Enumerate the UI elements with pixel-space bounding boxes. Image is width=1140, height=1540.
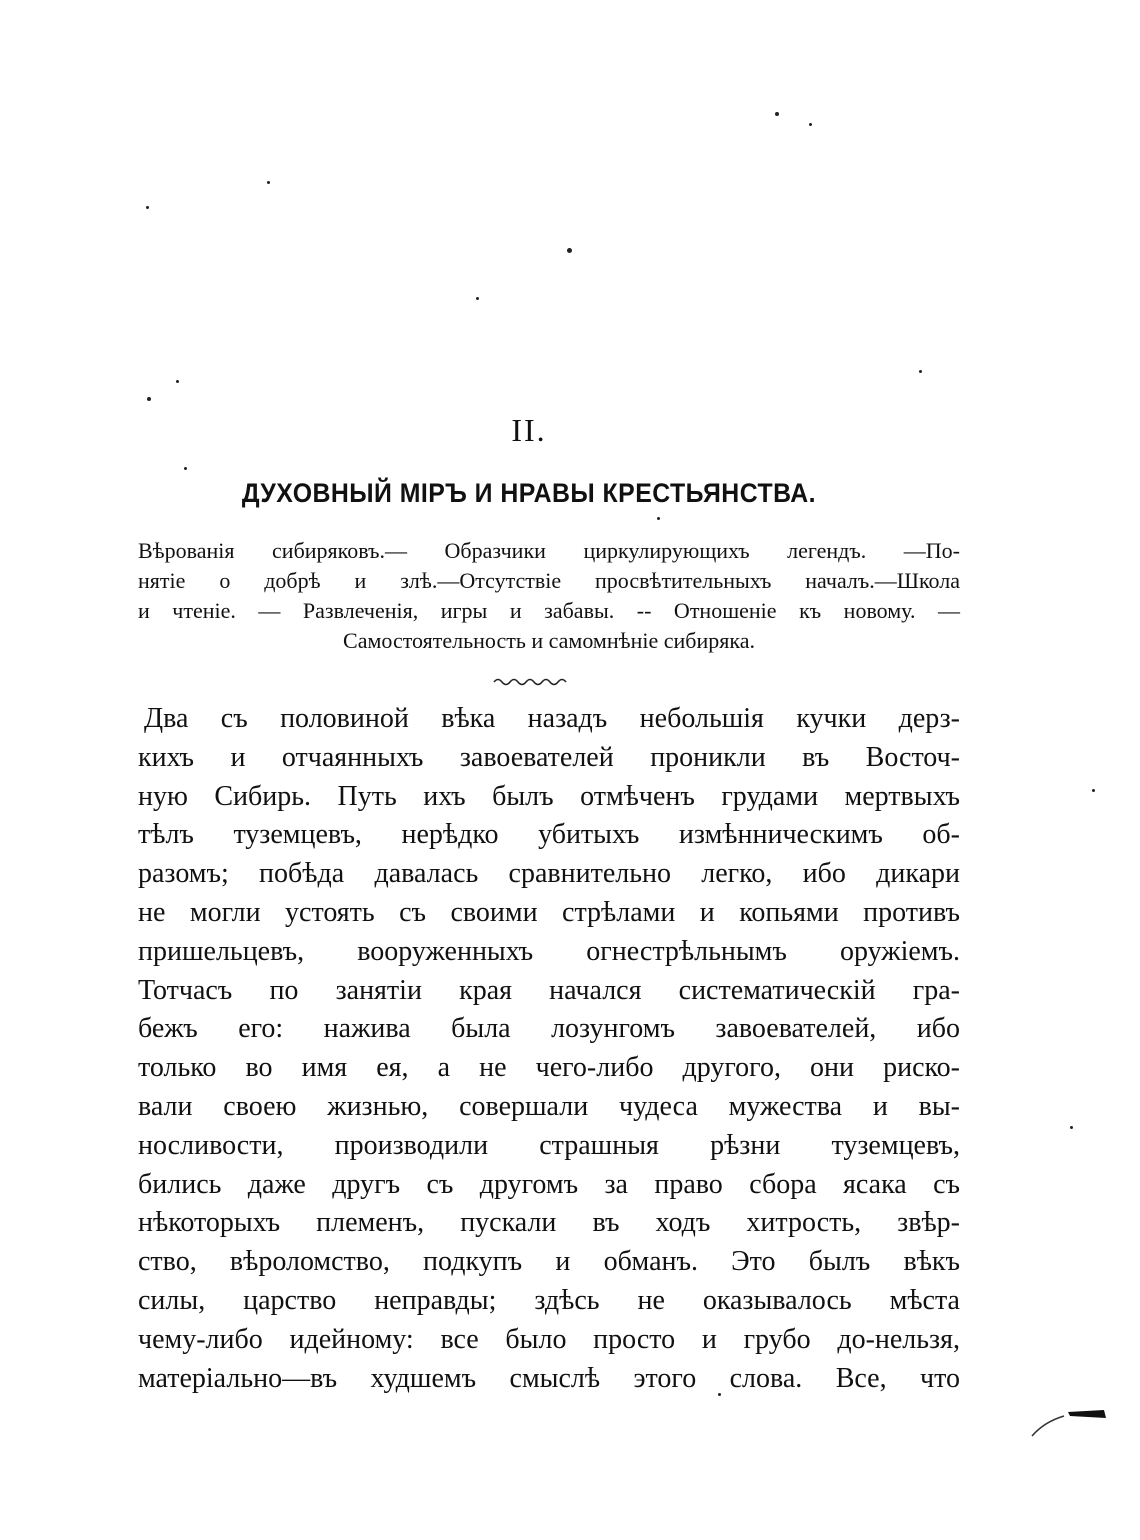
- body-text: [138, 700, 960, 1398]
- ornament-divider-icon: [492, 674, 572, 688]
- scan-speck: [919, 370, 922, 373]
- scan-speck: [657, 517, 660, 520]
- summary-line: Самостоятельность и самомнѣніе сибиряка.: [343, 628, 755, 653]
- body-line: матеріально—въ худшемъ смыслѣ этого слова. Все, что: [138, 1362, 960, 1394]
- scan-speck: [775, 112, 779, 116]
- summary-line: Вѣрованія сибиряковъ.— Образчики циркулирующихъ легендъ. —По-: [138, 538, 960, 563]
- body-line: Тотчасъ по занятіи края начался систематическій гра-: [138, 974, 960, 1006]
- body-line: разомъ; побѣда давалась сравнительно легко, ибо дикари: [138, 858, 960, 890]
- scan-speck: [147, 397, 151, 401]
- body-line: силы, царство неправды; здѣсь не оказывалось мѣста: [138, 1284, 960, 1316]
- chapter-summary: [138, 536, 960, 656]
- body-line: пришельцевъ, вооруженныхъ огнестрѣльнымъ оружіемъ.: [138, 935, 960, 967]
- body-line: носливости, производили страшныя рѣзни туземцевъ,: [138, 1129, 960, 1161]
- chapter-title: ДУХОВНЫЙ МІРЪ И НРАВЫ КРЕСТЬЯНСТВА.: [241, 478, 817, 508]
- scan-speck: [476, 297, 479, 300]
- body-line: кихъ и отчаянныхъ завоевателей проникли въ Восточ-: [138, 741, 960, 773]
- body-line: бились даже другъ съ другомъ за право сбора ясака съ: [138, 1168, 960, 1200]
- scan-speck: [176, 380, 179, 383]
- scan-speck: [267, 181, 270, 184]
- body-line: тѣлъ туземцевъ, нерѣдко убитыхъ измѣнническимъ об-: [138, 819, 960, 851]
- chapter-number: II.: [511, 412, 547, 448]
- summary-line: и чтеніе. — Развлеченія, игры и забавы. -- Отношеніе къ новому. —: [138, 598, 960, 623]
- scan-speck: [567, 248, 572, 253]
- scan-speck: [1070, 1126, 1073, 1129]
- body-line: ство, вѣроломство, подкупъ и обманъ. Это былъ вѣкъ: [138, 1246, 960, 1278]
- summary-line: нятіе о добрѣ и злѣ.—Отсутствіе просвѣтительныхъ началъ.—Школа: [138, 568, 960, 593]
- scan-speck: [184, 467, 187, 470]
- body-line: нѣкоторыхъ племенъ, пускали въ ходъ хитрость, звѣр-: [138, 1207, 960, 1239]
- scan-speck: [1092, 789, 1095, 792]
- body-line: Два съ половиной вѣка назадъ небольшія кучки дерз-: [144, 703, 960, 734]
- scan-edge-mark-icon: [1030, 1400, 1110, 1440]
- scan-speck: [146, 206, 149, 209]
- body-line: ную Сибирь. Путь ихъ былъ отмѣченъ грудами мертвыхъ: [138, 780, 960, 812]
- scan-speck: [809, 123, 812, 126]
- body-line: только во имя ея, а не чего-либо другого, они риско-: [138, 1052, 960, 1084]
- body-line: вали своею жизнью, совершали чудеса мужества и вы-: [138, 1090, 960, 1122]
- body-line: не могли устоять съ своими стрѣлами и копьями противъ: [138, 896, 960, 928]
- body-line: чему-либо идейному: все было просто и грубо до-нельзя,: [138, 1323, 960, 1355]
- body-line: бежъ его: нажива была лозунгомъ завоевателей, ибо: [138, 1013, 960, 1045]
